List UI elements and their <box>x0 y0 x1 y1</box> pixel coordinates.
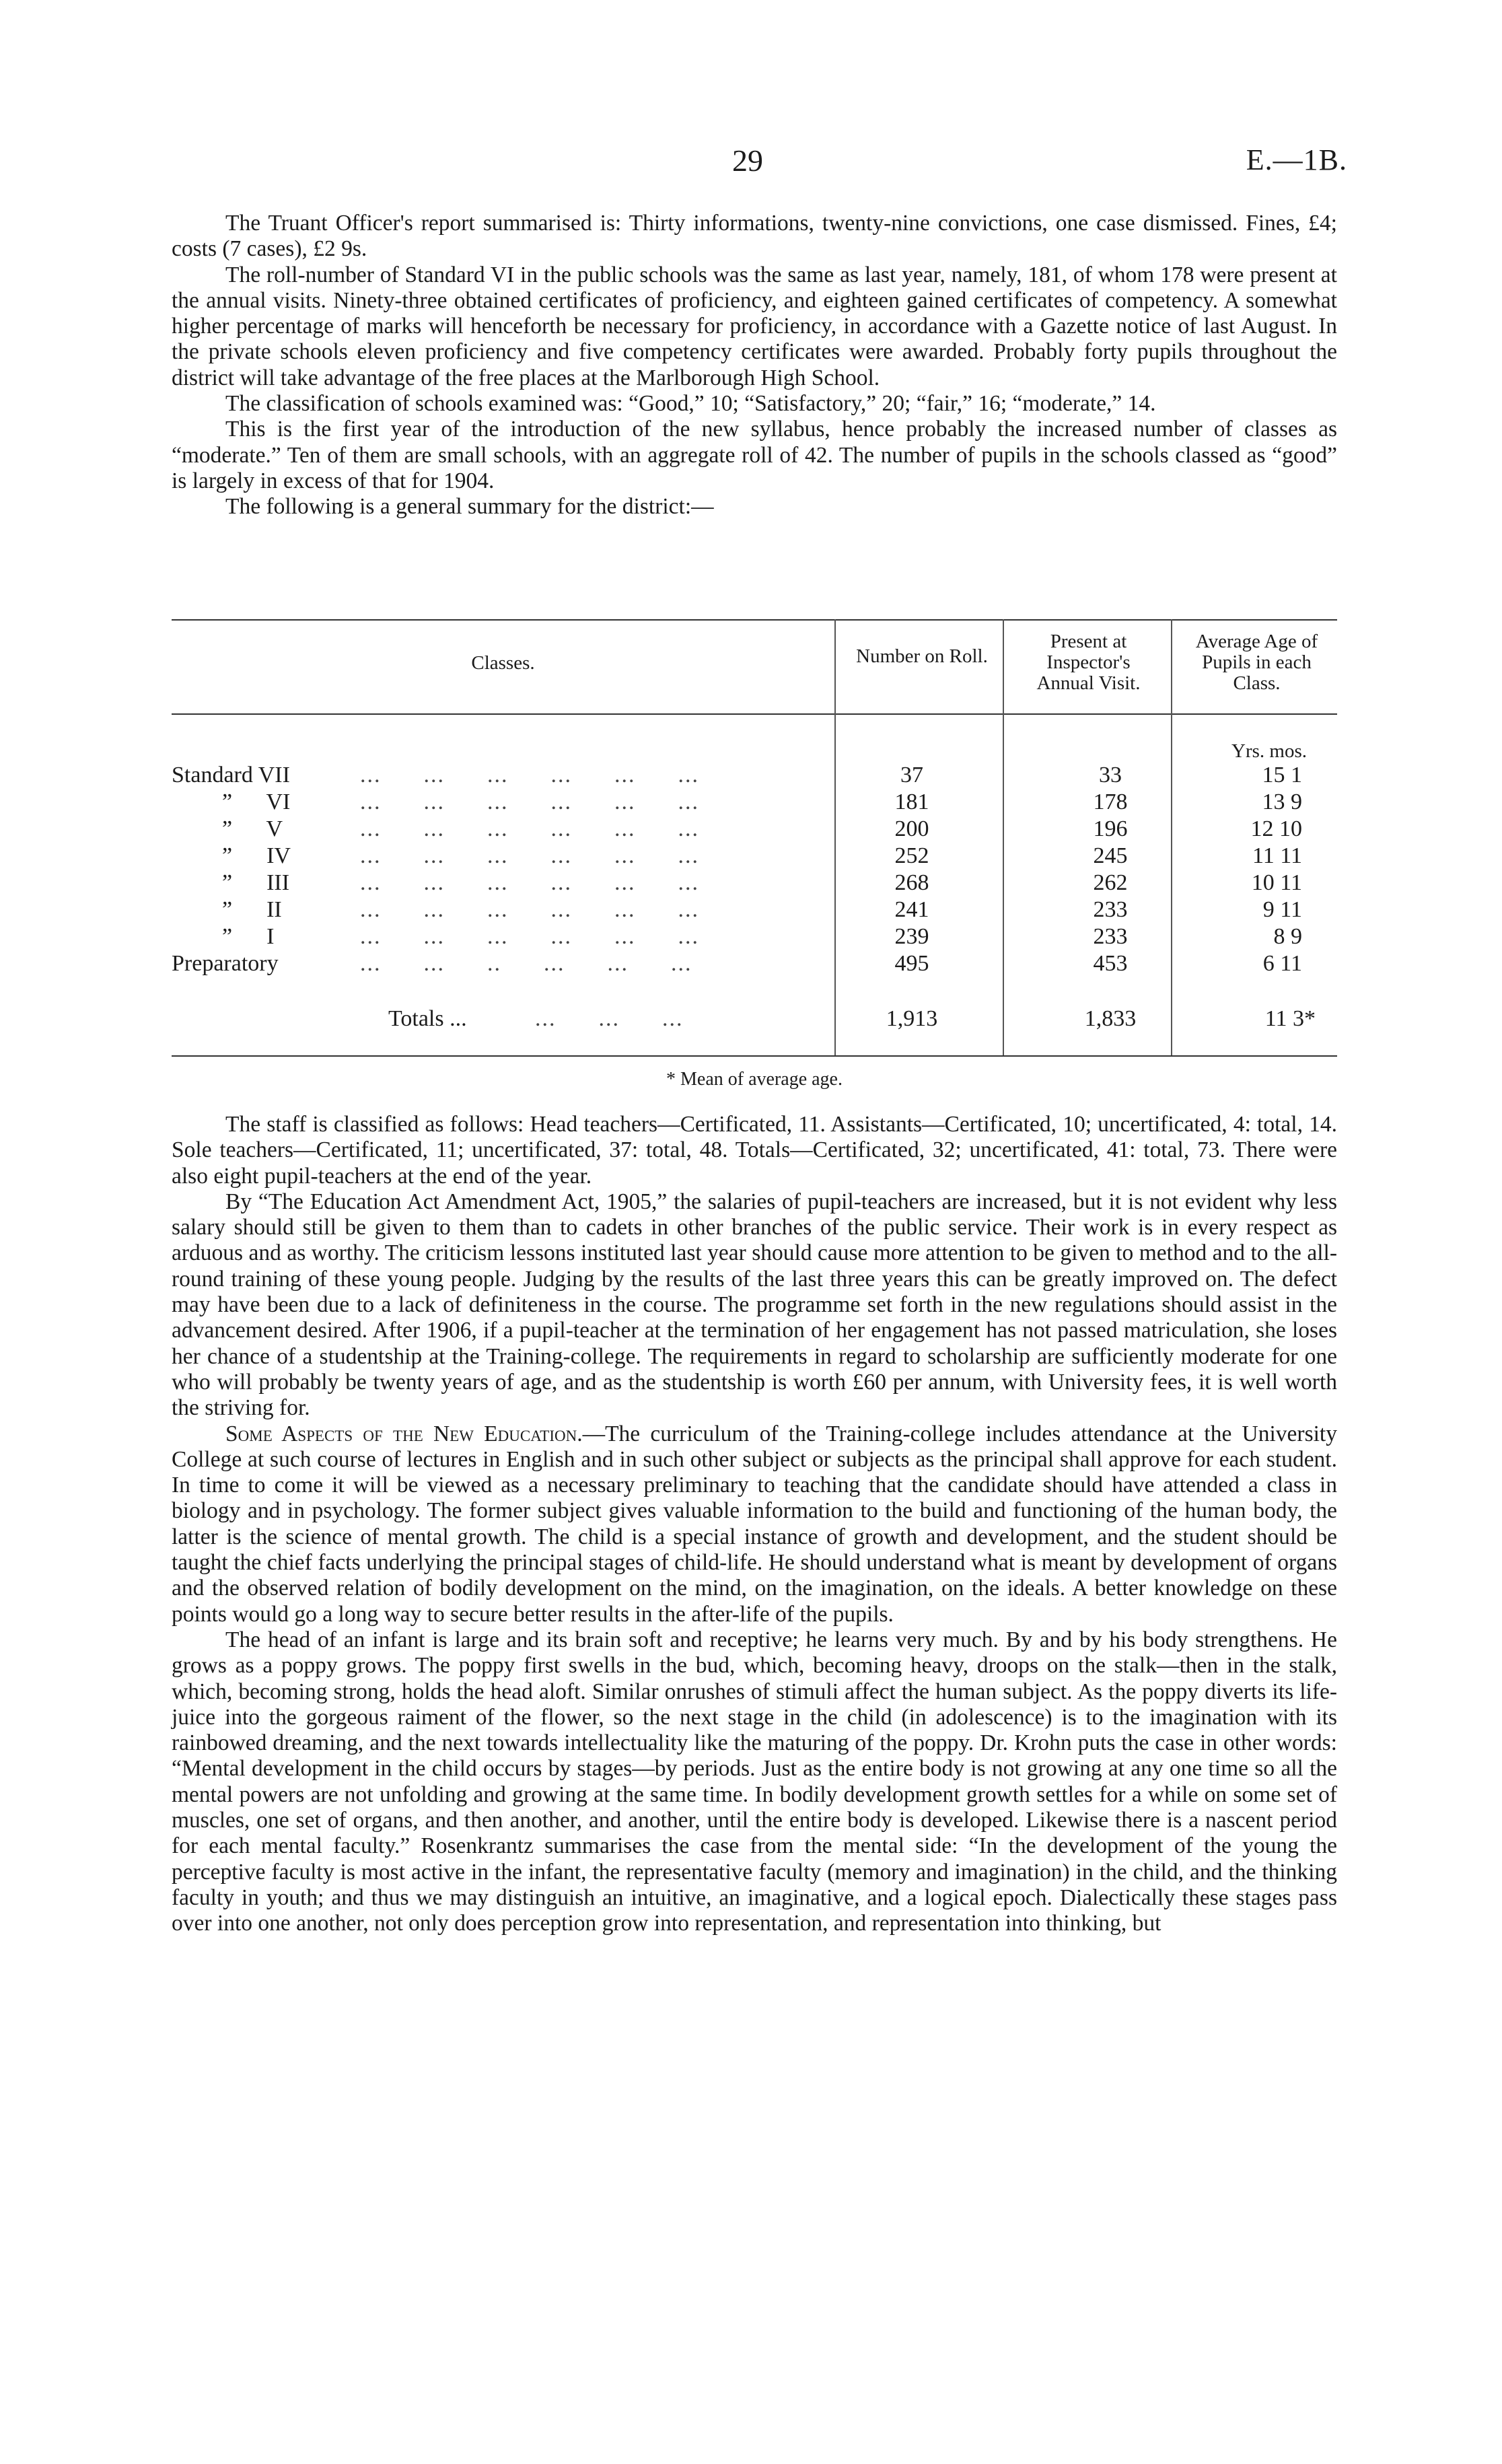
table-header-rule <box>172 713 1337 715</box>
present-value: 178 <box>1093 789 1128 814</box>
district-summary-table <box>172 619 1337 1090</box>
totals-row <box>172 1006 1337 1033</box>
intro-section <box>172 211 1337 520</box>
roll-number-paragraph: The roll-number of Standard VI in the public schools was the same as last year, namely, 181, of whom 178 were present at the annual visits. Ninety-three obtained certificates of proficiency, and eighteen gained certificates of competency. A somewhat higher percentage of marks will henceforth be necessary for proficiency, in accordance with a Gazette notice of last August. In the private schools eleven proficiency and five competency certificates were awarded. Probably forty pupils throughout the district will take advantage of the free places at the Marlborough High School. <box>172 262 1337 390</box>
table-row <box>172 897 1337 924</box>
age-value: 10 11 <box>1251 870 1302 895</box>
table-row <box>172 763 1337 789</box>
age-value: 12 10 <box>1250 816 1302 841</box>
age-value: 13 9 <box>1262 789 1302 814</box>
row-label: ” II <box>222 897 282 922</box>
classification-paragraph: The classification of schools examined was: “Good,” 10; “Satisfactory,” 20; “fair,” 16; “moderate,” 14. <box>225 391 1156 417</box>
age-value: 8 9 <box>1273 924 1302 949</box>
row-label: ” IV <box>222 843 291 868</box>
row-label: ” I <box>222 924 275 949</box>
header-classes: Classes. <box>471 652 535 674</box>
present-value: 245 <box>1093 843 1128 868</box>
dot-leader: ... ... ... ... ... ... <box>360 897 699 922</box>
dot-leader: ... ... ... ... ... ... <box>360 816 699 841</box>
age-value: 9 11 <box>1262 897 1302 922</box>
present-value: 196 <box>1093 816 1128 841</box>
roll-value: 252 <box>894 843 929 868</box>
table-row <box>172 924 1337 951</box>
table-row <box>172 816 1337 843</box>
dot-leader: ... ... ... <box>535 1006 684 1031</box>
totals-present: 1,833 <box>1084 1006 1137 1031</box>
row-label: Preparatory <box>172 951 279 976</box>
table-row <box>172 843 1337 870</box>
present-value: 233 <box>1093 924 1128 949</box>
age-value: 6 11 <box>1262 951 1302 976</box>
row-label: ” V <box>222 816 283 841</box>
roll-value: 268 <box>894 870 929 895</box>
page-number: 29 <box>732 143 763 178</box>
dot-leader: ... ... ... ... ... ... <box>360 789 699 814</box>
present-value: 233 <box>1093 897 1128 922</box>
present-value: 262 <box>1093 870 1128 895</box>
dot-leader: ... ... ... ... ... ... <box>360 763 699 787</box>
present-value: 453 <box>1093 951 1128 976</box>
table-bottom-rule <box>172 1055 1337 1057</box>
header-present: Present at Inspector's Annual Visit. <box>1036 631 1141 694</box>
totals-roll: 1,913 <box>886 1006 938 1031</box>
truant-paragraph: The Truant Officer's report summarised is: Thirty informations, twenty-nine convictions, one case dismissed. Fines, £4; costs (7 cases), £2 9s. <box>172 211 1337 262</box>
totals-label: Totals ... <box>388 1006 467 1031</box>
roll-value: 239 <box>894 924 929 949</box>
body-section <box>172 1112 1337 1937</box>
document-reference: E.—1B. <box>1246 143 1347 176</box>
totals-age: 11 3* <box>1264 1006 1316 1031</box>
dot-leader: ... ... ... ... ... ... <box>360 870 699 895</box>
roll-value: 37 <box>900 763 923 787</box>
row-label: ” VI <box>222 789 291 814</box>
header-average-age: Average Age of Pupils in each Class. <box>1195 631 1318 694</box>
table-footnote: * Mean of average age. <box>666 1069 843 1090</box>
syllabus-paragraph: This is the first year of the introduction of the new syllabus, hence probably the increased number of classes as “moderate.” Ten of them are small schools, with an aggregate roll of 42. The number of pupils in the schools classed as “good” is largely in excess of that for 1904. <box>172 417 1337 493</box>
roll-value: 200 <box>894 816 929 841</box>
present-value: 33 <box>1099 763 1122 787</box>
table-row <box>172 870 1337 897</box>
table-row <box>172 789 1337 816</box>
new-education-text: —The curriculum of the Training-college includes attendance at the University College at such course of lectures in English and in such other subject or subjects as the principal shall approve for each student. In time to come it will be viewed as a necessary preliminary to teaching that the candidate should have attended a class in biology and in psychology. The former subject gives valuable information to the build and functioning of the human body, the latter is the science of mental growth. The child is a special instance of growth and development, and the student should be taught the chief facts underlying the principal stages of child-life. He should understand what is meant by development of organs and the observed relation of bodily development on the mind, on the imagination, on the ideals. A better knowledge on these points would go a long way to secure better results in the after-life of the pupils. <box>172 1421 1337 1627</box>
pupil-teachers-paragraph: By “The Education Act Amendment Act, 1905,” the salaries of pupil-teachers are increased, but it is not evident why less salary should still be given to them than to cadets in other branches of the public service. Their work is in every respect as arduous and as worthy. The criticism lessons instituted last year should cause more attention to be given to method and to the all-round training of these young people. Judging by the results of the last three years this can be greatly improved on. The defect may have been due to a lack of definiteness in the course. The programme set forth in the new regulations should assist in the advancement desired. After 1906, if a pupil-teacher at the termination of her engagement has not passed matriculation, she loses her chance of a studentship at the Training-college. The requirements in regard to scholarship are sufficiently moderate for one who will probably be twenty years of age, and as the studentship is worth £60 per annum, with University fees, it is well worth the striving for. <box>172 1189 1337 1421</box>
dot-leader: ... ... ... ... ... ... <box>360 924 699 949</box>
header-number-on-roll: Number on Roll. <box>856 645 988 667</box>
staff-paragraph: The staff is classified as follows: Head teachers—Certificated, 11. Assistants—Certificated, 10; uncertificated, 4: total, 14. Sole teachers—Certificated, 11; uncertificated, 37: total, 48. Totals—Certificated, 32; uncertificated, 41: total, 73. There were also eight pupil-teachers at the end of the year. <box>172 1112 1337 1189</box>
roll-value: 495 <box>894 951 929 976</box>
page-header <box>0 143 1502 183</box>
age-value: 11 11 <box>1252 843 1302 868</box>
poppy-paragraph: The head of an infant is large and its brain soft and receptive; he learns very much. By and by his body strengthens. He grows as a poppy grows. The poppy first swells in the bud, which, becoming heavy, droops on the stalk—then in the stalk, which, becoming strong, holds the head aloft. Similar onrushes of stimuli affect the human subject. As the poppy diverts its life-juice into the gorgeous raiment of the flower, so the next stage in the child (in adolescence) is to the imagination with its rainbowed dreaming, and the next towards intellectuality like the maturing of the poppy. Dr. Krohn puts the case in other words: “Mental development in the child occurs by stages—by periods. Just as the entire body is not growing at any one time so all the mental powers are not unfolding and growing at the same time. In bodily development growth settles for a while on some set of muscles, one set of organs, and then another, and another, until the entire body is developed. Likewise there is a nascent period for each mental faculty.” Rosenkrantz summarises the case from the mental side: “In the development of the young the perceptive faculty is most active in the infant, the representative faculty (memory and imagination) in the child, and the thinking faculty in youth; and thus we may distinguish an intuitive, an imaginative, and a logical epoch. Dialectically these stages pass over into one another, not only does perception grow into representation, and representation into thinking, but <box>172 1627 1337 1936</box>
roll-value: 241 <box>894 897 929 922</box>
table-row <box>172 951 1337 978</box>
dot-leader: ... ... ... ... ... ... <box>360 843 699 868</box>
row-label: ” III <box>222 870 290 895</box>
row-label: Standard VII <box>172 763 290 787</box>
summary-intro-paragraph: The following is a general summary for the district:— <box>225 494 714 520</box>
age-units: Yrs. mos. <box>1231 740 1307 762</box>
dot-leader: ... ... .. ... ... ... <box>360 951 692 976</box>
age-value: 15 1 <box>1262 763 1302 787</box>
section-heading: Some Aspects of the New Education. <box>225 1421 583 1446</box>
roll-value: 181 <box>894 789 929 814</box>
new-education-paragraph <box>172 1421 1337 1627</box>
table-top-rule <box>172 619 1337 621</box>
